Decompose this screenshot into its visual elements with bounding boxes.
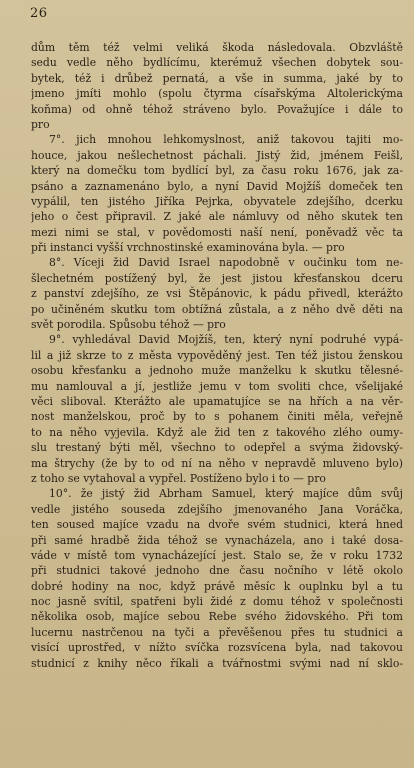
text-line: při instanci vyšší vrchnostinské examinována byla. — pro	[31, 241, 345, 255]
text-line: jmeno jmíti mohlo (spolu čtyrma císařskýma Altolerickýma	[31, 87, 403, 101]
text-line: houce, jakou nešlechetnost páchali. Jistý žid, jménem Feišl,	[31, 148, 403, 162]
text-line: šlechetném postížený byl, že jest jistou křesťanskou dceru	[31, 271, 403, 285]
text-line: mezi nimi se stal, v povědomosti naší není, poněvadž věc ta	[31, 225, 403, 239]
text-line: noc jasně svítil, spatřeni byli židé z domu téhož v společnosti	[31, 595, 403, 609]
text-line: pro	[31, 117, 50, 131]
text-line: dobré hodiny na noc, když právě měsíc k ouplnku byl a tu	[31, 579, 403, 593]
text-line: 9°. vyhledával David Mojžíš, ten, který nyní podruhé vypá-	[49, 333, 403, 347]
page-body-text	[31, 40, 403, 671]
text-line: slu trestaný býti měl, všechno to odepřel a svýma židovský-	[31, 441, 403, 455]
text-line: ten soused majíce vzadu na dvoře svém studnici, která hned	[31, 518, 403, 532]
text-line: vypálil, ten jistého Jiříka Pejrka, obyvatele zdejšího, dcerku	[31, 194, 403, 208]
text-line: po učiněném skutku tom obtížná zůstala, a z něho dvě děti na	[31, 302, 403, 316]
text-line: visící uprostřed, v nížto svíčka rozsvícena byla, nad takovou	[31, 641, 403, 655]
text-line: psáno a zaznamenáno bylo, a nyní David Mojžíš domeček ten	[31, 179, 403, 193]
text-line: ma štrychy (že by to od ní na něho v nepravdě mluveno bylo)	[31, 456, 403, 470]
text-line: sedu vedle něho bydlícímu, kterémuž všechen dobytek sou-	[31, 56, 403, 70]
text-line: věci sliboval. Kterážto ale upamatujíce se na hřích a na věr-	[31, 394, 403, 408]
text-line: osobu křesťanku a jednoho muže manželku k skutku tělesné-	[31, 364, 403, 378]
text-line: mu namlouval a jí, jestliže jemu v tom svoliti chce, všelijaké	[31, 379, 403, 393]
text-line: několika osob, majíce sebou Rebe svého židovského. Při tom	[31, 610, 403, 624]
text-line: z panství zdejšího, ze vsi Štěpánovic, k pádu přivedl, kterážto	[31, 287, 403, 301]
text-line: z toho se vytahoval a vypřel. Postíženo bylo i to — pro	[31, 471, 326, 485]
text-line: lil a již skrze to z města vypověděný jest. Ten též jistou ženskou	[31, 348, 403, 362]
text-line: bytek, též i drůbež pernatá, a vše in summa, jaké by to	[31, 71, 403, 85]
text-line: svět porodila. Spůsobu téhož — pro	[31, 318, 226, 332]
text-line: vedle jistého souseda zdejšího jmenovaného Jana Voráčka,	[31, 502, 403, 516]
text-line: nost manželskou, proč by to s pohanem činiti měla, veřejně	[31, 410, 403, 424]
text-line: jeho o čest připravil. Z jaké ale námluvy od něho skutek ten	[31, 210, 403, 224]
text-line: váde v místě tom vynacházející jest. Stalo se, že v roku 1732	[31, 548, 403, 562]
text-line: 10°. že jistý žid Abrham Samuel, který majíce dům svůj	[49, 487, 403, 501]
page-number: 26	[30, 6, 48, 21]
text-line: koňma) od ohně téhož stráveno bylo. Považujíce i dále to	[31, 102, 403, 116]
text-line: při samé hradbě žida téhož se vynacházela, ano i také dosa-	[31, 533, 403, 547]
text-line: 7°. jich mnohou lehkomyslnost, aniž takovou tajiti mo-	[49, 133, 403, 147]
text-line: při studnici takové jednoho dne času nočního v létě okolo	[31, 564, 403, 578]
text-line: 8°. Víceji žid David Israel napodobně v oučinku tom ne-	[49, 256, 403, 270]
text-line: lucernu nastrčenou na tyči a převěšenou přes tu studnici a	[31, 625, 403, 639]
text-line: dům těm též velmi veliká škoda následovala. Obzvláště	[31, 41, 403, 54]
text-line: to na něho vyjevila. Když ale žid ten z takového zlého oumy-	[31, 425, 403, 439]
text-line: studnicí z knihy něco říkali a tvářnostmi svými nad ní sklo-	[31, 656, 403, 670]
text-line: který na domečku tom bydlící byl, za času roku 1676, jak za-	[31, 164, 403, 178]
